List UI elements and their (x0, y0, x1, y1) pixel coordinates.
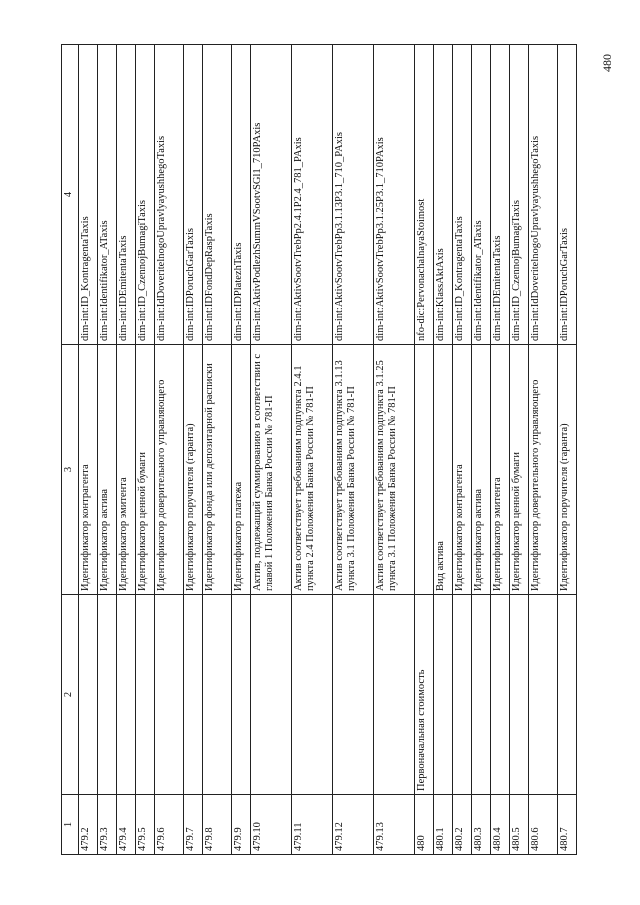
row-id: 480.6 (529, 795, 558, 855)
row-id: 480.5 (510, 795, 529, 855)
row-col2 (79, 595, 98, 795)
row-col3: Идентификатор доверительного управляющего (529, 345, 558, 595)
row-id: 480.4 (491, 795, 510, 855)
row-id: 480 (415, 795, 434, 855)
row-col2 (472, 595, 491, 795)
row-col4: dim-int:AktivSootvTrebPp2.4.1P2.4_781_PAxis (292, 45, 333, 345)
row-id: 479.12 (333, 795, 374, 855)
row-col2 (251, 595, 292, 795)
row-col2 (434, 595, 453, 795)
row-col3: Идентификатор эмитента (117, 345, 136, 595)
row-id: 479.9 (232, 795, 251, 855)
table-row (203, 45, 232, 855)
row-col2 (98, 595, 117, 795)
header-col-1: 1 (62, 795, 79, 855)
row-id: 479.6 (155, 795, 184, 855)
row-id: 479.7 (184, 795, 203, 855)
row-col2 (333, 595, 374, 795)
row-col2 (529, 595, 558, 795)
row-col3: Идентификатор актива (98, 345, 117, 595)
row-id: 479.4 (117, 795, 136, 855)
row-col4: dim-int:IdDoveritelnogoUpravlyayushhegoTaxis (155, 45, 184, 345)
row-col2 (558, 595, 577, 795)
row-col2 (136, 595, 155, 795)
row-id: 480.2 (453, 795, 472, 855)
row-id: 479.13 (374, 795, 415, 855)
row-col3: Вид актива (434, 345, 453, 595)
table-row (491, 45, 510, 855)
table-row (79, 45, 98, 855)
row-col3 (415, 345, 434, 595)
row-col4: dim-int:Identifikator_ATaxis (472, 45, 491, 345)
row-col3: Актив соответствует требованиям подпункта 3.1.13 пункта 3.1 Положения Банка России № 781-П (333, 345, 374, 595)
row-col4: dim-int:IDEmitentaTaxis (491, 45, 510, 345)
row-id: 479.3 (98, 795, 117, 855)
row-id: 480.7 (558, 795, 577, 855)
row-col2 (155, 595, 184, 795)
table-row (98, 45, 117, 855)
row-col2 (184, 595, 203, 795)
table-row (472, 45, 491, 855)
row-id: 480.1 (434, 795, 453, 855)
row-col3: Идентификатор актива (472, 345, 491, 595)
table-row (155, 45, 184, 855)
table-row (558, 45, 577, 855)
row-col4: dim-int:IDPoruchGarTaxis (184, 45, 203, 345)
row-col4: dim-int:IDPlatezhTaxis (232, 45, 251, 345)
row-col3: Идентификатор контрагента (79, 345, 98, 595)
row-col4: dim-int:KlassAktAxis (434, 45, 453, 345)
row-col4: dim-int:Identifikator_ATaxis (98, 45, 117, 345)
table-row (251, 45, 292, 855)
row-col3: Идентификатор контрагента (453, 345, 472, 595)
row-col3: Идентификатор поручителя (гаранта) (558, 345, 577, 595)
row-col3: Идентификатор эмитента (491, 345, 510, 595)
table-row (453, 45, 472, 855)
row-col2 (453, 595, 472, 795)
row-id: 480.3 (472, 795, 491, 855)
row-col3: Идентификатор платежа (232, 345, 251, 595)
page-number: 480 (600, 54, 614, 72)
table-row (184, 45, 203, 855)
header-col-2: 2 (62, 595, 79, 795)
row-col2 (232, 595, 251, 795)
row-col3: Актив, подлежащий суммированию в соответствии с главой 1 Положения Банка России № 781-П (251, 345, 292, 595)
row-id: 479.5 (136, 795, 155, 855)
data-table (61, 44, 577, 855)
table-row (510, 45, 529, 855)
row-col4: dim-int:IdDoveritelnogoUpravlyayushhegoTaxis (529, 45, 558, 345)
table-row (292, 45, 333, 855)
table-row (374, 45, 415, 855)
row-col4: dim-int:ID_CzennojBumagiTaxis (510, 45, 529, 345)
table-row (434, 45, 453, 855)
row-col2: Первоначальная стоимость (415, 595, 434, 795)
table-header-row (62, 45, 79, 855)
row-col4: dim-int:AktivPodlezhSummVSootvSGl1_710PAxis (251, 45, 292, 345)
row-id: 479.11 (292, 795, 333, 855)
row-id: 479.10 (251, 795, 292, 855)
row-col3: Актив соответствует требованиям подпункта 3.1.25 пункта 3.1 Положения Банка России № 781-П (374, 345, 415, 595)
row-col4: dim-int:AktivSootvTrebPp3.1.13P3.1_710_PAxis (333, 45, 374, 345)
row-col2 (374, 595, 415, 795)
table-row (529, 45, 558, 855)
row-col4: dim-int:ID_KontragentaTaxis (79, 45, 98, 345)
row-col2 (117, 595, 136, 795)
row-col2 (203, 595, 232, 795)
row-id: 479.8 (203, 795, 232, 855)
row-col3: Идентификатор ценной бумаги (510, 345, 529, 595)
table-row (232, 45, 251, 855)
table-row (415, 45, 434, 855)
row-col3: Идентификатор фонда или депозитарной расписки (203, 345, 232, 595)
row-col4: dim-int:ID_KontragentaTaxis (453, 45, 472, 345)
row-col4: dim-int:IDPoruchGarTaxis (558, 45, 577, 345)
row-col2 (510, 595, 529, 795)
row-col3: Актив соответствует требованиям подпункта 2.4.1 пункта 2.4 Положения Банка России № 781-П (292, 345, 333, 595)
table-row (117, 45, 136, 855)
row-col4: dim-int:ID_CzennojBumagiTaxis (136, 45, 155, 345)
row-col4: dim-int:IDEmitentaTaxis (117, 45, 136, 345)
row-col4: dim-int:IDFondDepRaspTaxis (203, 45, 232, 345)
header-col-3: 3 (62, 345, 79, 595)
row-id: 479.2 (79, 795, 98, 855)
row-col3: Идентификатор доверительного управляющего (155, 345, 184, 595)
row-col2 (491, 595, 510, 795)
rotated-table-container (61, 45, 586, 855)
row-col3: Идентификатор поручителя (гаранта) (184, 345, 203, 595)
table-row (136, 45, 155, 855)
row-col2 (292, 595, 333, 795)
row-col4: nfo-dic:PervonachalnayaStoimost (415, 45, 434, 345)
table-row (333, 45, 374, 855)
row-col3: Идентификатор ценной бумаги (136, 345, 155, 595)
row-col4: dim-int:AktivSootvTrebPp3.1.25P3.1_710PAxis (374, 45, 415, 345)
header-col-4: 4 (62, 45, 79, 345)
